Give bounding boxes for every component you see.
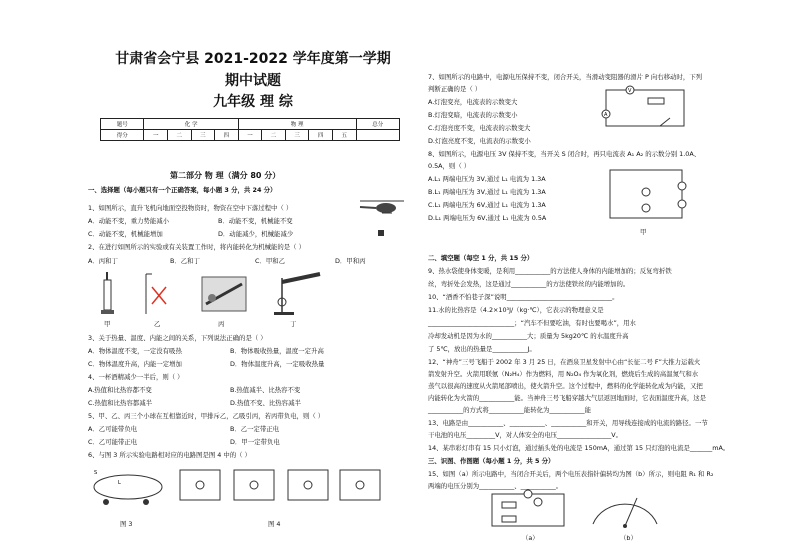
svg-text:V: V <box>628 88 632 94</box>
q3-option-d: D．物体温度升高，一定吸收热量 <box>230 360 325 368</box>
score-cell <box>356 130 399 141</box>
figure-label-bing: 丙 <box>218 320 225 328</box>
q4-option-b: B.热值减半、比热容不变 <box>230 386 301 394</box>
figure-3-caption: 图 3 <box>120 520 133 528</box>
exam-title: 甘肃省会宁县 2021-2022 学年度第一学期 <box>115 51 391 67</box>
score-cell: 二 <box>262 130 286 141</box>
q5-option-d: D．甲一定带负电 <box>230 438 280 446</box>
figure-jia <box>95 272 120 317</box>
score-header-cell: 物 理 <box>238 119 356 130</box>
question-7-cont: 判断正确的是（ ） <box>428 85 482 93</box>
q15-voltmeter-b <box>585 490 665 532</box>
q7-option-d: D.灯泡亮度不变，电流表的示数变小 <box>428 137 531 145</box>
score-cell: 四 <box>309 130 333 141</box>
question-4: 4、一杯酒精减少一半后，则（ ） <box>88 373 184 381</box>
figure-label-ding: 丁 <box>290 320 297 328</box>
figure-3-circuit <box>88 462 168 512</box>
q2-option-a: A．丙和丁 <box>88 257 118 265</box>
helicopter-figure <box>358 198 408 243</box>
question-1: 1、如图所示，直升飞机向地面空投物资时，物资在空中下落过程中（ ） <box>88 204 293 212</box>
question-15: 15、如图（a）所示电路中，当闭合开关后，两个电压表指针偏转均为图（b）所示，则电阻 R₁ 和 R₂ <box>428 470 714 478</box>
q8-option-a: A.L₁ 两端电压为 3V,通过 L₁ 电流为 1.3A <box>428 175 546 183</box>
q7-option-a: A.灯泡变亮，电流表的示数变大 <box>428 98 518 106</box>
score-cell: 五 <box>332 130 356 141</box>
figure-label-yi: 乙 <box>154 320 161 328</box>
question-15-b: 两端的电压分别为___________、___________。 <box>428 482 563 490</box>
question-11-b: ___________________________；“汽车不但要吃油，有时也要喝水”，用水 <box>428 319 636 327</box>
question-14: 14、某串彩灯串有 15 只小灯泡，通过插头处的电流是 150mA，通过第 15 只灯泡的电流是_______mA。 <box>428 444 730 452</box>
q15-figure-a-caption: （a） <box>522 534 539 542</box>
q2-option-c: C．甲和乙 <box>255 257 286 265</box>
question-11-c: 冷却发动机是因为水的___________大；质量为 5kg20℃ 的水温度升高 <box>428 332 629 340</box>
question-11: 11.水的比热容是（4.2×10³J/（kg·℃），它表示的物理意义是 <box>428 306 604 314</box>
q15-circuit-a <box>488 490 568 532</box>
section-fill: 二、填空题（每空 1 分，共 15 分） <box>428 254 534 262</box>
question-12-e: ___________的方式将___________能转化为___________能 <box>428 406 591 414</box>
question-12-b: 箭发射升空。火箭用联氨（N₂H₄）作为燃料，用 N₂O₄ 作为氧化剂，燃烧后生成的高温氮气和水 <box>428 370 699 378</box>
q7-option-c: C.灯泡亮度不变，电流表的示数变大 <box>428 124 531 132</box>
q4-option-a: A.热值和比热容都不变 <box>88 386 152 394</box>
score-header-cell: 总分 <box>356 119 399 130</box>
q3-option-a: A．物体温度不变，一定没有吸热 <box>88 347 182 355</box>
q1-option-a: A．动能不变，重力势能减小 <box>88 217 170 225</box>
question-7: 7、如图所示的电路中，电源电压保持不变，闭合开关，当滑动变阻器的滑片 P 向右移动时，下列 <box>428 73 702 81</box>
q8-circuit <box>600 164 692 226</box>
question-9-cont: 丝，弯折处会发热，这是通过___________的方法使铁丝的内能增加的。 <box>428 280 630 288</box>
q8-option-b: B.L₁ 两端电压为 3V,通过 L₁ 电流为 1.3A <box>428 188 546 196</box>
figure-4-caption: 图 4 <box>268 520 281 528</box>
q7-circuit <box>600 84 690 134</box>
question-10: 10、“酒香不怕巷子深”说明_________________________________。 <box>428 293 619 301</box>
score-cell: 一 <box>144 130 168 141</box>
question-11-d: 了 5℃，放出的热量是___________J。 <box>428 345 536 353</box>
score-table <box>100 118 400 141</box>
score-cell: 三 <box>285 130 309 141</box>
figure-yi <box>140 272 180 317</box>
section-diagram: 三、识图、作图题（每小题 1 分，共 5 分） <box>428 457 555 465</box>
score-cell: 三 <box>191 130 215 141</box>
q2-option-d: D．甲和丙 <box>335 257 366 265</box>
score-header-cell: 化 学 <box>144 119 238 130</box>
svg-text:A: A <box>604 112 608 118</box>
score-header-cell: 题号 <box>101 119 144 130</box>
question-12: 12、“神舟”三号飞船于 2002 年 3 月 25 日，在酒泉卫星发射中心由“长征二号 F”大推力运载火 <box>428 358 701 366</box>
q1-option-c: C．动能不变，机械能增加 <box>88 230 163 238</box>
question-9: 9、热水袋使身体变暖，是利用___________的方法使人身体的内能增加的；反复弯折铁 <box>428 267 672 275</box>
figure-4-circuits <box>178 462 383 512</box>
question-3: 3、关于热量、温度、内能之间的关系，下列说法正确的是（ ） <box>88 334 267 342</box>
score-cell: 一 <box>238 130 262 141</box>
question-5: 5、甲、乙、丙三个小球在互相靠近时，甲排斥乙，乙吸引丙，若丙带负电，则（ ） <box>88 412 325 420</box>
q7-option-b: B.灯泡变暗，电流表的示数变小 <box>428 111 518 119</box>
q8-figure-caption: 甲 <box>640 228 647 236</box>
q15-figure-b-caption: （b） <box>620 534 637 542</box>
q3-option-b: B．物体吸收热量，温度一定升高 <box>230 347 324 355</box>
q8-option-c: C.L₁ 两端电压为 6V,通过 L₁ 电流为 1.3A <box>428 201 546 209</box>
score-cell: 得分 <box>101 130 144 141</box>
question-13-b: 干电池的电压_________V，对人体安全的电压_________________V。 <box>428 431 623 439</box>
q5-option-b: B．乙一定带正电 <box>230 425 280 433</box>
svg-text:S: S <box>94 470 98 476</box>
q4-option-d: D.热值不变、比热容减半 <box>230 399 301 407</box>
question-2: 2、在进行如图所示的实验或有关装置工作时，将内能转化为机械能的是（ ） <box>88 243 305 251</box>
q5-option-a: A．乙可能带负电 <box>88 425 138 433</box>
figure-ding <box>272 272 332 317</box>
q2-option-b: B．乙和丁 <box>170 257 200 265</box>
exam-subtitle: 期中试题 <box>225 73 281 89</box>
question-12-c: 蒸气以很高的速度从火箭尾部喷出，使火箭升空。这个过程中，燃料的化学能转化成为内能，又把 <box>428 382 703 390</box>
q1-option-b: B．动能不变，机械能不变 <box>218 217 293 225</box>
q3-option-c: C．物体温度升高，内能一定增加 <box>88 360 182 368</box>
score-cell: 二 <box>168 130 192 141</box>
question-8: 8、如图所示，电源电压 3V 保持不变，当开关 S 闭合时，再只电流表 A₁ A₂ 的示数分别 1.0A、 <box>428 150 701 158</box>
score-cell: 四 <box>215 130 239 141</box>
question-12-d: 内能转化为火箭的___________能。当神舟三号飞船穿越大气层返回地面时，它表面温度升高，这是 <box>428 394 706 402</box>
question-13: 13、电路是由___________、___________、___________和开关，用导线连接成的电流的路径。一节 <box>428 419 708 427</box>
figure-bing <box>200 272 250 317</box>
q1-option-d: D．动能减少，机械能减少 <box>218 230 294 238</box>
figure-label-jia: 甲 <box>104 320 111 328</box>
svg-text:L: L <box>118 480 121 486</box>
exam-grade: 九年级 理 综 <box>213 94 293 110</box>
section-choice: 一、选择题（每小题只有一个正确答案，每小题 3 分，共 24 分） <box>88 186 277 194</box>
question-6: 6、与图 3 所示实验电路相对应的电路图是图 4 中的（ ） <box>88 451 251 459</box>
q4-option-c: C.热值和比热容都减半 <box>88 399 153 407</box>
part-title: 第二部分 物 理（满分 80 分） <box>170 171 281 180</box>
question-8-cont: 0.5A，则（ ） <box>428 162 471 170</box>
q8-option-d: D.L₁ 两端电压为 6V,通过 L₁ 电流为 0.5A <box>428 214 547 222</box>
q5-option-c: C．乙可能带正电 <box>88 438 138 446</box>
